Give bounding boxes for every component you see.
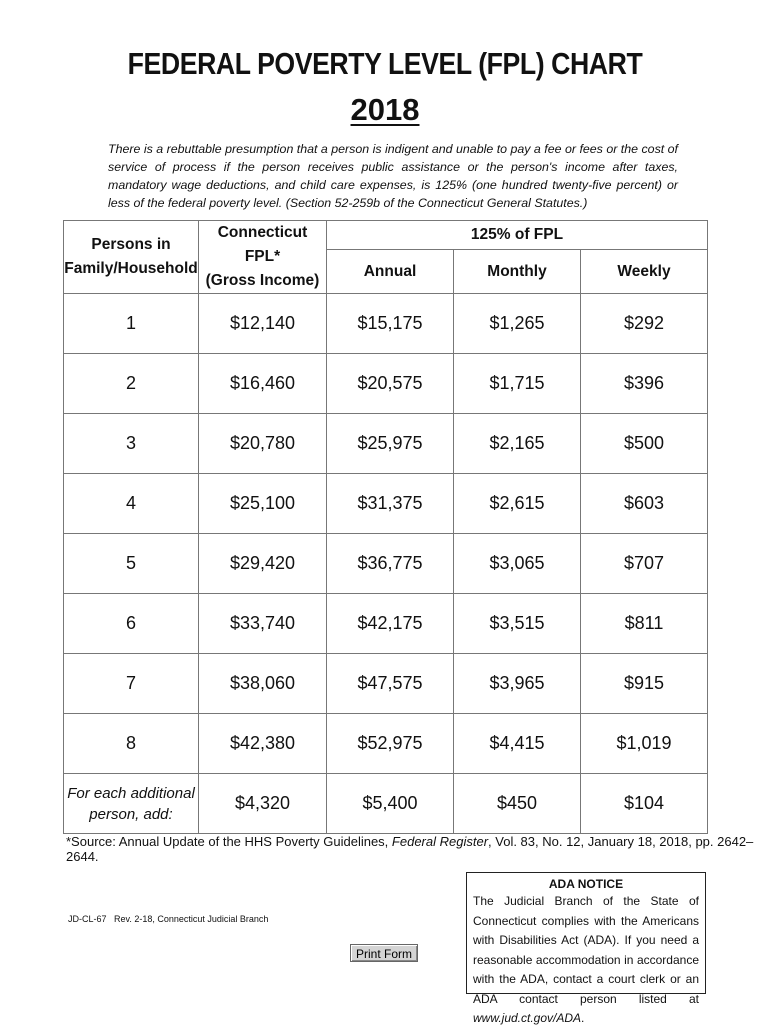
ada-notice-title: ADA NOTICE — [548, 877, 624, 891]
cell-weekly: $915 — [581, 654, 708, 714]
header-fpl-line2: (Gross Income) — [205, 272, 320, 289]
cell-fpl: $33,740 — [199, 594, 327, 654]
ada-notice-box — [466, 872, 706, 1025]
cell-fpl: $4,320 — [199, 774, 327, 834]
cell-monthly: $3,065 — [454, 534, 581, 594]
ada-body-end: . — [581, 1011, 585, 1025]
header-persons-line2: Family/Household — [64, 260, 198, 277]
form-id: JD-CL-67 Rev. 2-18, Connecticut Judicial Branch — [68, 914, 269, 924]
cell-fpl: $25,100 — [199, 474, 327, 534]
cell-annual: $52,975 — [327, 714, 454, 774]
cell-monthly: $1,715 — [454, 354, 581, 414]
source-prefix: *Source: Annual Update of the HHS Poverty Guidelines, — [66, 834, 392, 849]
cell-weekly: $292 — [581, 294, 708, 354]
table-row — [64, 594, 708, 654]
header-monthly: Monthly — [454, 250, 581, 294]
table-row — [64, 534, 708, 594]
table-row-additional — [64, 774, 708, 834]
cell-annual: $42,175 — [327, 594, 454, 654]
cell-monthly: $3,515 — [454, 594, 581, 654]
cell-annual: $20,575 — [327, 354, 454, 414]
cell-annual: $5,400 — [327, 774, 454, 834]
cell-weekly: $500 — [581, 414, 708, 474]
cell-fpl: $12,140 — [199, 294, 327, 354]
ada-link[interactable]: www.jud.ct.gov/ADA — [473, 1011, 582, 1025]
document-title: FEDERAL POVERTY LEVEL (FPL) CHART — [127, 46, 643, 81]
cell-persons: 2 — [64, 354, 199, 414]
cell-persons: 7 — [64, 654, 199, 714]
header-fpl — [199, 221, 327, 294]
header-persons — [64, 221, 199, 294]
table-row — [64, 474, 708, 534]
cell-weekly: $104 — [581, 774, 708, 834]
cell-persons: 1 — [64, 294, 199, 354]
document-year — [0, 92, 770, 128]
cell-fpl: $20,780 — [199, 414, 327, 474]
table-row — [64, 294, 708, 354]
table-row — [64, 714, 708, 774]
table-row — [64, 354, 708, 414]
cell-annual: $31,375 — [327, 474, 454, 534]
cell-monthly: $3,965 — [454, 654, 581, 714]
cell-monthly: $2,615 — [454, 474, 581, 534]
cell-weekly: $707 — [581, 534, 708, 594]
cell-monthly: $450 — [454, 774, 581, 834]
cell-fpl: $29,420 — [199, 534, 327, 594]
cell-monthly: $2,165 — [454, 414, 581, 474]
cell-weekly: $396 — [581, 354, 708, 414]
source-note — [66, 834, 770, 864]
header-fpl-line1: Connecticut FPL* — [217, 224, 308, 265]
cell-weekly: $811 — [581, 594, 708, 654]
cell-fpl: $38,060 — [199, 654, 327, 714]
source-suffix: , Vol. 83, No. 12, January 18, 2018, pp. 2642–2644. — [66, 834, 754, 864]
ada-notice-body — [467, 891, 705, 1029]
table-row — [64, 414, 708, 474]
header-persons-line1: Persons in — [91, 236, 171, 253]
header-annual: Annual — [327, 250, 454, 294]
cell-persons: 3 — [64, 414, 199, 474]
ada-body-text: The Judicial Branch of the State of Connecticut complies with the Americans with Disabilities Act (ADA). If you need a reasonable accommodation in accordance with the ADA, contact a court clerk or an ADA contact person listed at — [473, 894, 699, 1006]
cell-annual: $15,175 — [327, 294, 454, 354]
cell-persons: 4 — [64, 474, 199, 534]
additional-label-line1: For each additional — [67, 784, 195, 802]
cell-persons: 5 — [64, 534, 199, 594]
cell-monthly: $4,415 — [454, 714, 581, 774]
header-weekly: Weekly — [581, 250, 708, 294]
header-125-group: 125% of FPL — [327, 221, 708, 250]
source-publication: Federal Register — [391, 834, 489, 849]
additional-label-line2: person, add: — [89, 805, 173, 823]
fpl-table — [63, 220, 708, 834]
print-form-button[interactable]: Print Form — [350, 944, 418, 962]
year-text: 2018 — [350, 92, 420, 127]
cell-annual: $47,575 — [327, 654, 454, 714]
cell-annual: $25,975 — [327, 414, 454, 474]
cell-weekly: $603 — [581, 474, 708, 534]
cell-fpl: $16,460 — [199, 354, 327, 414]
cell-fpl: $42,380 — [199, 714, 327, 774]
cell-additional-label — [64, 774, 199, 834]
table-row — [64, 654, 708, 714]
intro-paragraph: There is a rebuttable presumption that a person is indigent and unable to pay a fee or fees or the cost of service of process if the person receives public assistance or the person's income after taxes, mandatory wage deductions, and child care expenses, is 125% (one hundred twenty-five percent) or less of the federal poverty level. (Section 52-259b of the Connecticut General Statutes.) — [108, 142, 678, 210]
cell-monthly: $1,265 — [454, 294, 581, 354]
cell-weekly: $1,019 — [581, 714, 708, 774]
cell-persons: 6 — [64, 594, 199, 654]
cell-annual: $36,775 — [327, 534, 454, 594]
cell-persons: 8 — [64, 714, 199, 774]
